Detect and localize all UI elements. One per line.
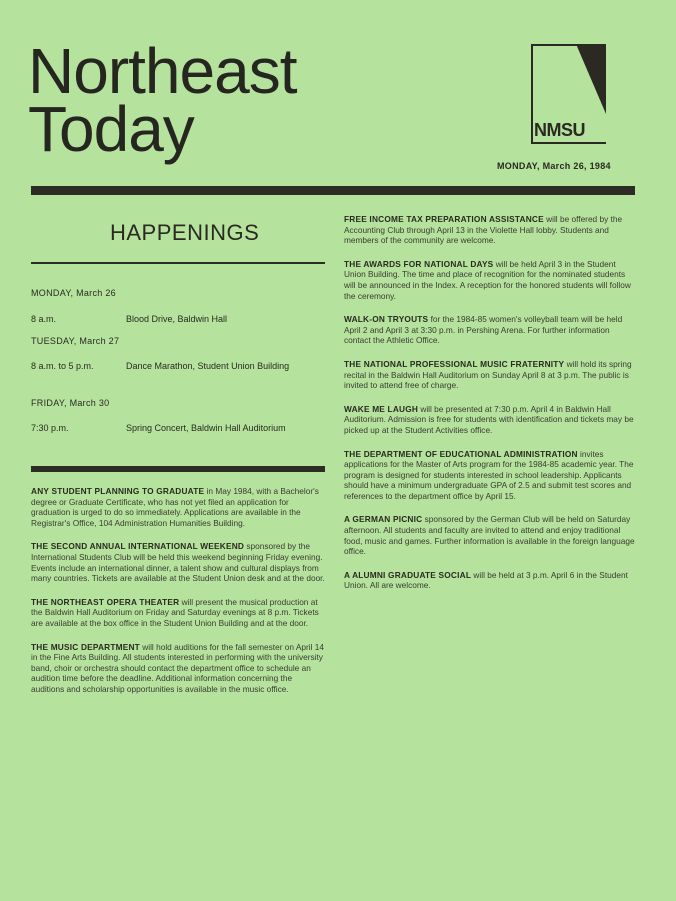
article: A ALUMNI GRADUATE SOCIAL will be held at 3 p.m. April 6 in the Student Union. All are welcome. <box>344 569 628 591</box>
article: THE NORTHEAST OPERA THEATER will present the musical production at the Baldwin Hall Auditorium on Friday and Saturday evenings at 8 p.m. Tickets are available at the box office in the Student Union Building and at the door. <box>31 596 319 628</box>
schedule-time: 8 a.m. <box>31 314 57 324</box>
right-column <box>344 214 638 604</box>
schedule-event: Blood Drive, Baldwin Hall <box>126 314 228 324</box>
logo-text: NMSU <box>534 120 585 140</box>
article: THE DEPARTMENT OF EDUCATIONAL ADMINISTRATION invites applications for the Master of Arts program for the 1984-85 academic year. The program is designed for students interested in school leadership. Applicants should have a minimum undergraduate GPA of 2.5 and submit test scores and references to the department office by April 15. <box>344 448 634 501</box>
masthead-rule <box>31 186 635 195</box>
section-title: HAPPENINGS <box>110 220 260 245</box>
article: FREE INCOME TAX PREPARATION ASSISTANCE will be offered by the Accounting Club through April 13 in the Violette Hall lobby. Students and members of the community are welcome. <box>344 214 623 246</box>
article: THE AWARDS FOR NATIONAL DAYS will be held April 3 in the Student Union Building. The time and place of recognition for the nominated students will be announced in the Index. A reception for the honored students will follow the ceremony. <box>344 258 631 301</box>
schedule-event: Dance Marathon, Student Union Building <box>126 361 290 371</box>
schedule-event: Spring Concert, Baldwin Hall Auditorium <box>126 423 286 433</box>
dateline: MONDAY, March 26, 1984 <box>497 161 611 171</box>
masthead-line-2: Today <box>28 93 194 165</box>
schedule-time: 7:30 p.m. <box>31 423 69 433</box>
schedule-time: 8 a.m. to 5 p.m. <box>31 361 94 371</box>
article: WALK-ON TRYOUTS for the 1984-85 women's volleyball team will be held April 2 and April 3 at 3:30 p.m. in Pershing Arena. For further information contact the Athletic Office. <box>344 314 623 346</box>
schedule-day: TUESDAY, March 27 <box>31 336 120 346</box>
schedule-day: MONDAY, March 26 <box>31 288 116 298</box>
article: ANY STUDENT PLANNING TO GRADUATE in May 1984, with a Bachelor's degree or Graduate Certificate, who has not yet filed an application for graduation is urged to do so immediately. Applications are available in the Registrar's Office, 104 Administration Humanities Building. <box>31 486 319 528</box>
divider <box>31 262 325 264</box>
divider-thick <box>31 466 325 472</box>
left-column <box>31 486 325 708</box>
article: THE NATIONAL PROFESSIONAL MUSIC FRATERNITY will hold its spring recital in the Baldwin Hall Auditorium on Sunday April 8 at 3 p.m. The public is invited to attend free of charge. <box>344 358 632 391</box>
article: A GERMAN PICNIC sponsored by the German Club will be held on Saturday afternoon. All students and faculty are invited to attend and enjoy traditional food, music and games. Further information is available in the foreign language office. <box>344 514 635 557</box>
masthead-title <box>28 35 297 165</box>
article: WAKE ME LAUGH will be presented at 7:30 p.m. April 4 in Baldwin Hall Auditorium. Admission is free for students with identification and tickets may be picked up at the Student Activities office. <box>344 403 634 435</box>
masthead-line-1: Northeast <box>28 35 297 107</box>
article: THE SECOND ANNUAL INTERNATIONAL WEEKEND sponsored by the International Students Club will be held this weekend beginning Friday evening. Events include an international dinner, a talent show and cultural displays from many countries. Tickets are available at the Student Union desk and at the door. <box>31 541 325 584</box>
article: THE MUSIC DEPARTMENT will hold auditions for the fall semester on April 14 in the Fine Arts Building. All students interested in performing with the university band, choir or orchestra should contact the department office to schedule an audition time before the deadline. Additional information concerning the auditions and scholarship opportunities is available in the music office. <box>31 641 324 694</box>
schedule-day: FRIDAY, March 30 <box>31 398 110 408</box>
